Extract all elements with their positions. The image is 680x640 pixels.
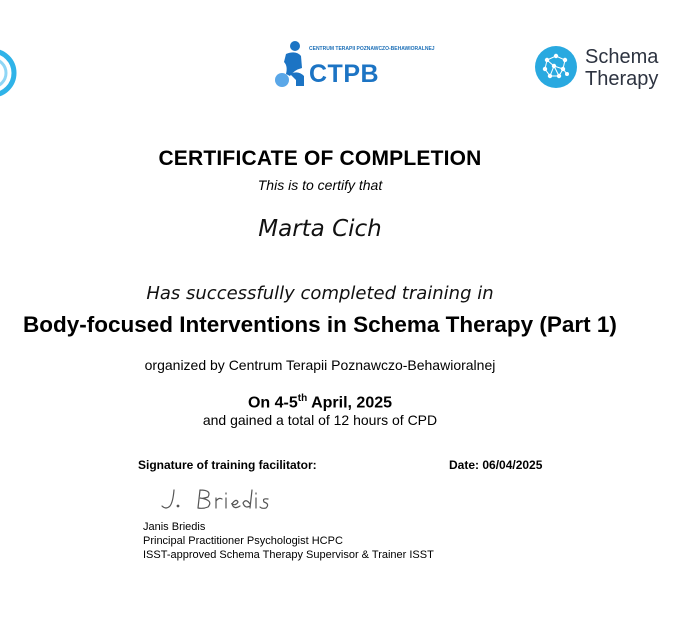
date-ordinal: th [297, 393, 308, 404]
certificate-title: CERTIFICATE OF COMPLETION [158, 147, 482, 170]
organizer-text: organized by Centrum Terapii Poznawczo-Behawioralnej [144, 357, 496, 373]
signature-scribble-icon [150, 484, 280, 514]
ctpb-logo [274, 40, 435, 92]
ctpb-subtitle: CENTRUM TERAPII POZNAWCZO-BEHAWIORALNEJ [309, 46, 435, 52]
training-date [0, 393, 640, 412]
date-suffix: April, 2025 [307, 394, 393, 412]
schema-therapy-logo [533, 44, 663, 92]
thinker-figure-icon [274, 40, 308, 90]
course-title: Body-focused Interventions in Schema Therapy (Part 1) [23, 312, 617, 337]
recipient-name: Marta Cich [258, 216, 382, 242]
date-label: Date: 06/04/2025 [449, 458, 543, 472]
signature-label: Signature of training facilitator: [138, 458, 317, 472]
st-line1: Schema [585, 46, 659, 68]
completed-text: Has successfully completed training in [146, 283, 494, 304]
st-line2: Therapy [585, 68, 659, 90]
cpd-text: and gained a total of 12 hours of CPD [202, 412, 438, 428]
facilitator-role: Principal Practitioner Psychologist HCPC [143, 535, 343, 547]
circle-logo-icon [0, 40, 18, 106]
ctpb-wordmark: CTPB [309, 60, 380, 88]
certify-text: This is to certify that [257, 177, 383, 193]
brain-network-icon [533, 44, 579, 90]
facilitator-accreditation: ISST-approved Schema Therapy Supervisor & Trainer ISST [143, 549, 434, 561]
handwritten-signature [150, 484, 280, 514]
schema-therapy-wordmark [585, 46, 658, 90]
date-prefix: On 4-5 [247, 394, 298, 412]
left-logo [0, 40, 18, 106]
facilitator-name: Janis Briedis [143, 521, 206, 533]
